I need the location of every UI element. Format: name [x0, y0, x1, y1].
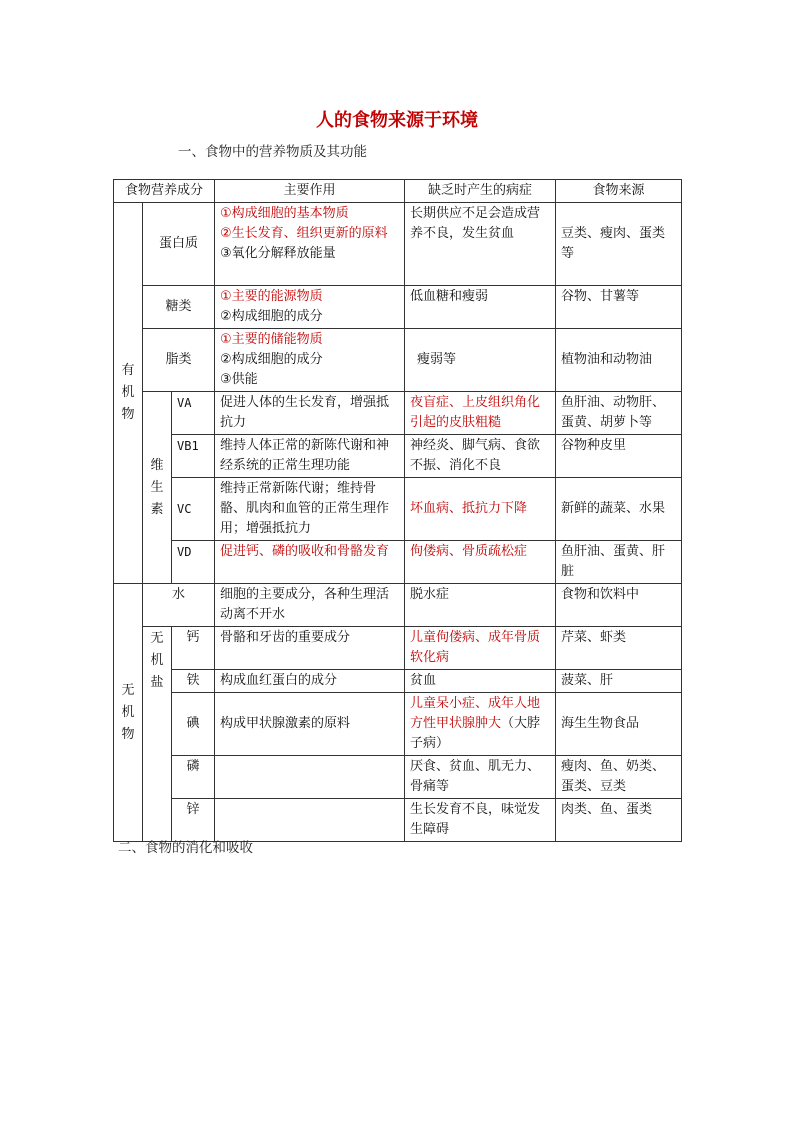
iodine-deficiency-tail: （大脖子病） [410, 716, 541, 751]
vd-deficiency: 佝偻病、骨质疏松症 [405, 541, 556, 584]
zinc-deficiency: 生长发育不良，味觉发生障碍 [405, 799, 556, 842]
page-title: 人的食物来源于环境 [316, 110, 478, 131]
fat-function-1: ①主要的储能物质 [220, 332, 323, 347]
protein-function [215, 203, 405, 286]
fat-function-2: ②构成细胞的成分 [220, 352, 323, 367]
vb1-source: 谷物种皮里 [556, 435, 682, 478]
section-heading-1: 一、食物中的营养物质及其功能 [178, 144, 367, 160]
group-inorganic [114, 584, 143, 842]
protein-name: 蛋白质 [143, 203, 215, 286]
phosphorus-name: 磷 [172, 756, 215, 799]
zinc-name: 锌 [172, 799, 215, 842]
vb1-name: VB1 [172, 435, 215, 478]
table-row-protein [114, 203, 682, 286]
iron-name: 铁 [172, 670, 215, 693]
phosphorus-source: 瘦肉、鱼、奶类、蛋类、豆类 [556, 756, 682, 799]
phosphorus-deficiency: 厌食、贫血、肌无力、骨痛等 [405, 756, 556, 799]
group-mineral [143, 627, 172, 842]
iron-function: 构成血红蛋白的成分 [215, 670, 405, 693]
vb1-deficiency: 神经炎、脚气病、食欲不振、消化不良 [405, 435, 556, 478]
water-source: 食物和饮料中 [556, 584, 682, 627]
va-source: 鱼肝油、动物肝、蛋黄、胡萝卜等 [556, 392, 682, 435]
table-row-iron [114, 670, 682, 693]
group-mineral-label: 无机盐 [150, 631, 164, 690]
protein-deficiency: 长期供应不足会造成营养不良，发生贫血 [405, 203, 556, 286]
group-vitamin [143, 392, 172, 584]
water-deficiency: 脱水症 [405, 584, 556, 627]
zinc-source: 肉类、鱼、蛋类 [556, 799, 682, 842]
table-row-vc [114, 478, 682, 541]
vd-source: 鱼肝油、蛋黄、肝脏 [556, 541, 682, 584]
group-organic [114, 203, 143, 584]
table-row-phosphorus [114, 756, 682, 799]
va-name: VA [172, 392, 215, 435]
table-row-vd [114, 541, 682, 584]
nutrient-table [113, 179, 682, 842]
sugar-deficiency: 低血糖和瘦弱 [405, 286, 556, 329]
phosphorus-function [215, 756, 405, 799]
vd-name: VD [172, 541, 215, 584]
protein-source: 豆类、瘦肉、蛋类等 [556, 203, 682, 286]
table-row-va [114, 392, 682, 435]
group-organic-label: 有机物 [121, 363, 135, 422]
iodine-name: 碘 [172, 693, 215, 756]
header-deficiency: 缺乏时产生的病症 [405, 180, 556, 203]
water-function: 细胞的主要成分，各种生理活动离不开水 [215, 584, 405, 627]
table-row-water [114, 584, 682, 627]
table-row-vb1 [114, 435, 682, 478]
header-source: 食物来源 [556, 180, 682, 203]
protein-function-2: ②生长发育、组织更新的原料 [220, 226, 388, 241]
group-vitamin-label: 维生素 [150, 457, 164, 517]
sugar-source: 谷物、甘薯等 [556, 286, 682, 329]
fat-function-3: ③供能 [220, 372, 258, 387]
calcium-source: 芹菜、虾类 [556, 627, 682, 670]
section-heading-2: 二、食物的消化和吸收 [118, 840, 253, 856]
protein-function-3: ③氧化分解释放能量 [220, 246, 336, 261]
sugar-function-2: ②构成细胞的成分 [220, 309, 323, 324]
vc-deficiency: 坏血病、抵抗力下降 [405, 478, 556, 541]
iodine-function: 构成甲状腺激素的原料 [215, 693, 405, 756]
group-inorganic-label: 无机物 [121, 682, 135, 742]
table-row-sugar [114, 286, 682, 329]
fat-function [215, 329, 405, 392]
iron-source: 菠菜、肝 [556, 670, 682, 693]
fat-name: 脂类 [143, 329, 215, 392]
iron-deficiency: 贫血 [405, 670, 556, 693]
iodine-deficiency-main: 儿童呆小症、成年人地方性甲状腺肿大 [410, 696, 541, 731]
calcium-name: 钙 [172, 627, 215, 670]
water-name: 水 [143, 584, 215, 627]
vc-function: 维持正常新陈代谢；维持骨骼、肌肉和血管的正常生理作用；增强抵抗力 [215, 478, 405, 541]
va-function: 促进人体的生长发育，增强抵抗力 [215, 392, 405, 435]
calcium-function: 骨骼和牙齿的重要成分 [215, 627, 405, 670]
sugar-function-1: ①主要的能源物质 [220, 289, 323, 304]
sugar-function [215, 286, 405, 329]
table-row-calcium [114, 627, 682, 670]
va-deficiency: 夜盲症、上皮组织角化引起的皮肤粗糙 [405, 392, 556, 435]
vb1-function: 维持人体正常的新陈代谢和神经系统的正常生理功能 [215, 435, 405, 478]
protein-function-1: ①构成细胞的基本物质 [220, 206, 349, 221]
vc-name: VC [172, 478, 215, 541]
sugar-name: 糖类 [143, 286, 215, 329]
iodine-deficiency [405, 693, 556, 756]
calcium-deficiency: 儿童佝偻病、成年骨质软化病 [405, 627, 556, 670]
table-row-iodine [114, 693, 682, 756]
header-nutrient: 食物营养成分 [114, 180, 215, 203]
header-function: 主要作用 [215, 180, 405, 203]
vc-source: 新鲜的蔬菜、水果 [556, 478, 682, 541]
table-header-row [114, 180, 682, 203]
iodine-source: 海生生物食品 [556, 693, 682, 756]
fat-deficiency: 瘦弱等 [405, 329, 556, 392]
vd-function: 促进钙、磷的吸收和骨骼发育 [215, 541, 405, 584]
table-row-fat [114, 329, 682, 392]
fat-source: 植物油和动物油 [556, 329, 682, 392]
